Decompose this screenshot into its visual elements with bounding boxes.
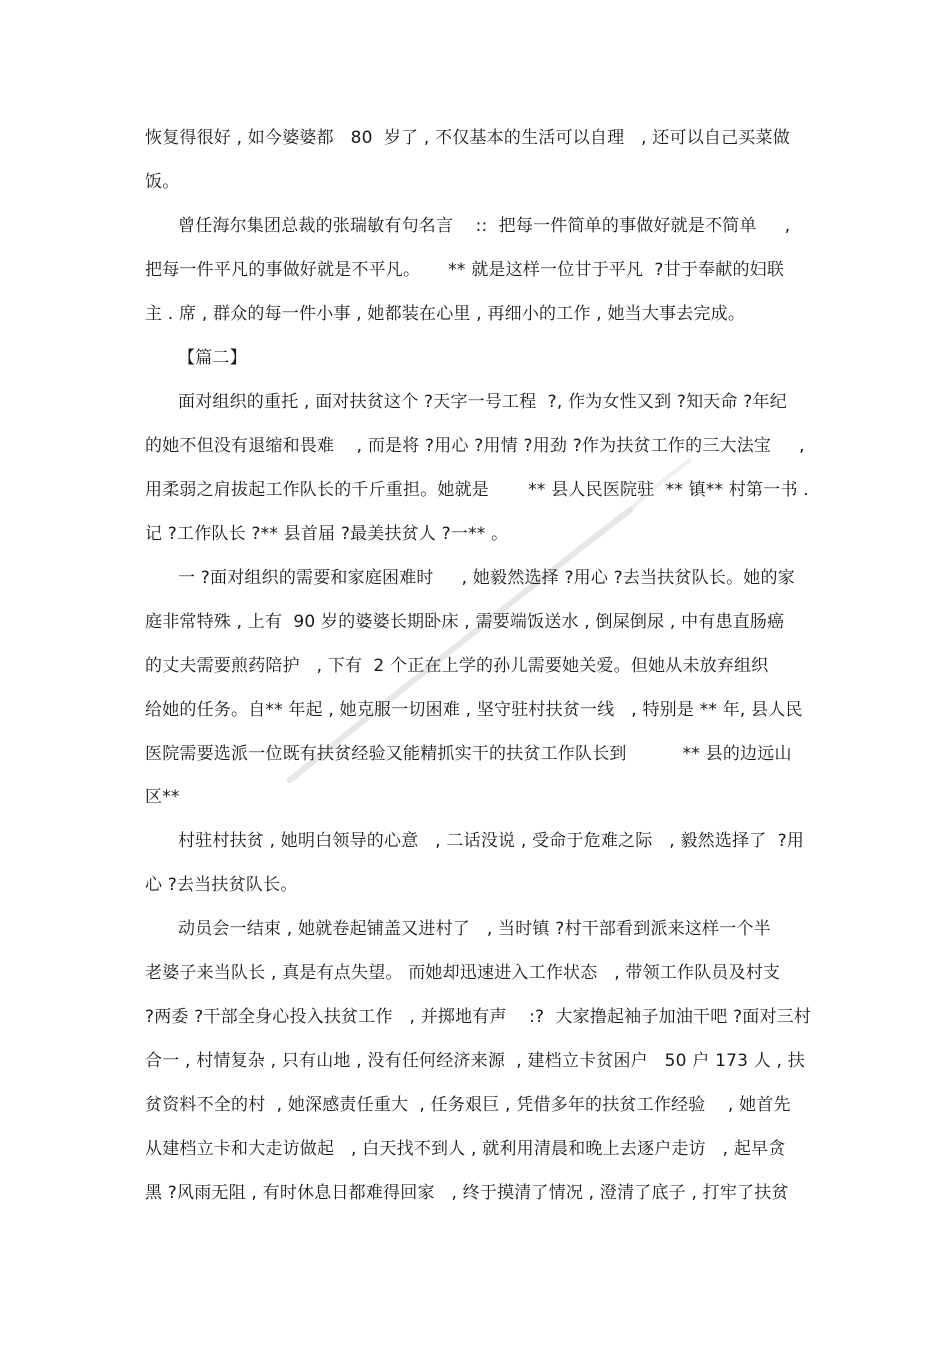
text-line: 主 . 席 , 群众的每一件小事 , 她都装在心里 , 再细小的工作 , 她当大事去完成。 (145, 304, 746, 324)
text-line: 给她的任务。自** 年起 , 她克服一切困难 , 坚守驻村扶贫一线 , 特别是 ** 年, 县人民 (145, 700, 803, 720)
paragraph-start-line: 动员会一结束 , 她就卷起铺盖又进村了 , 当时镇 ?村干部看到派来这样一个半 (178, 919, 771, 939)
paragraph-start-line: 一 ?面对组织的需要和家庭困难时 , 她毅然选择 ?用心 ?去当扶贫队长。她的家 (178, 568, 795, 588)
text-line: 饭。 (145, 172, 180, 192)
text-line: 合一 , 村情复杂 , 只有山地 , 没有任何经济来源 , 建档立卡贫困户 50 户 173 人 , 扶 (145, 1051, 805, 1071)
text-line: 区** (145, 787, 180, 807)
text-line: 老婆子来当队长 , 真是有点失望。 而她却迅速进入工作状态 , 带领工作队员及村支 (145, 963, 781, 983)
text-line: 恢复得很好 , 如今婆婆都 80 岁了 , 不仅基本的生活可以自理 , 还可以自己买菜做 (145, 128, 790, 148)
text-line: 的她不但没有退缩和畏难 , 而是将 ?用心 ?用情 ?用劲 ?作为扶贫工作的三大法宝 , (145, 436, 805, 456)
text-line: 记 ?工作队长 ?** 县首届 ?最美扶贫人 ?一** 。 (145, 524, 509, 544)
text-line: 的丈夫需要煎药陪护 , 下有 2 个正在上学的孙儿需要她关爱。但她从未放弃组织 (145, 656, 769, 676)
text-line: 心 ?去当扶贫队长。 (145, 875, 298, 895)
paragraph-start-line: 村驻村扶贫 , 她明白领导的心意 , 二话没说 , 受命于危难之际 , 毅然选择了 ?用 (178, 831, 805, 851)
paragraph-start-line: 曾任海尔集团总裁的张瑞敏有句名言 :: 把每一件简单的事做好就是不简单 , (178, 216, 791, 236)
text-line: 从建档立卡和大走访做起 , 白天找不到人 , 就利用清晨和晚上去逐户走访 , 起早贪 (145, 1139, 786, 1159)
section-heading: 【篇二】 (178, 348, 247, 368)
paragraph-start-line: 面对组织的重托 , 面对扶贫这个 ?天字一号工程 ?, 作为女性又到 ?知天命 ?年纪 (178, 392, 787, 412)
text-line: 贫资料不全的村 , 她深感责任重大 , 任务艰巨 , 凭借多年的扶贫工作经验 , 她首先 (145, 1095, 791, 1115)
text-line: 把每一件平凡的事做好就是不平凡。 ** 就是这样一位甘于平凡 ?甘于奉献的妇联 (145, 260, 785, 280)
text-line: 庭非常特殊 , 上有 90 岁的婆婆长期卧床 , 需要端饭送水 , 倒屎倒尿 , 中有患直肠癌 (145, 612, 785, 632)
text-line: ?两委 ?干部全身心投入扶贫工作 , 并掷地有声 :? 大家撸起袖子加油干吧 ?面对三村 (145, 1007, 812, 1027)
text-line: 黑 ?风雨无阻 , 有时休息日都难得回家 , 终于摸清了情况 , 澄清了底子 , 打牢了扶贫 (145, 1183, 789, 1203)
text-line: 医院需要选派一位既有扶贫经验又能精抓实干的扶贫工作队长到 ** 县的边远山 (145, 744, 792, 764)
text-line: 用柔弱之肩拔起工作队长的千斤重担。她就是 ** 县人民医院驻 ** 镇** 村第一书 . (145, 480, 809, 500)
